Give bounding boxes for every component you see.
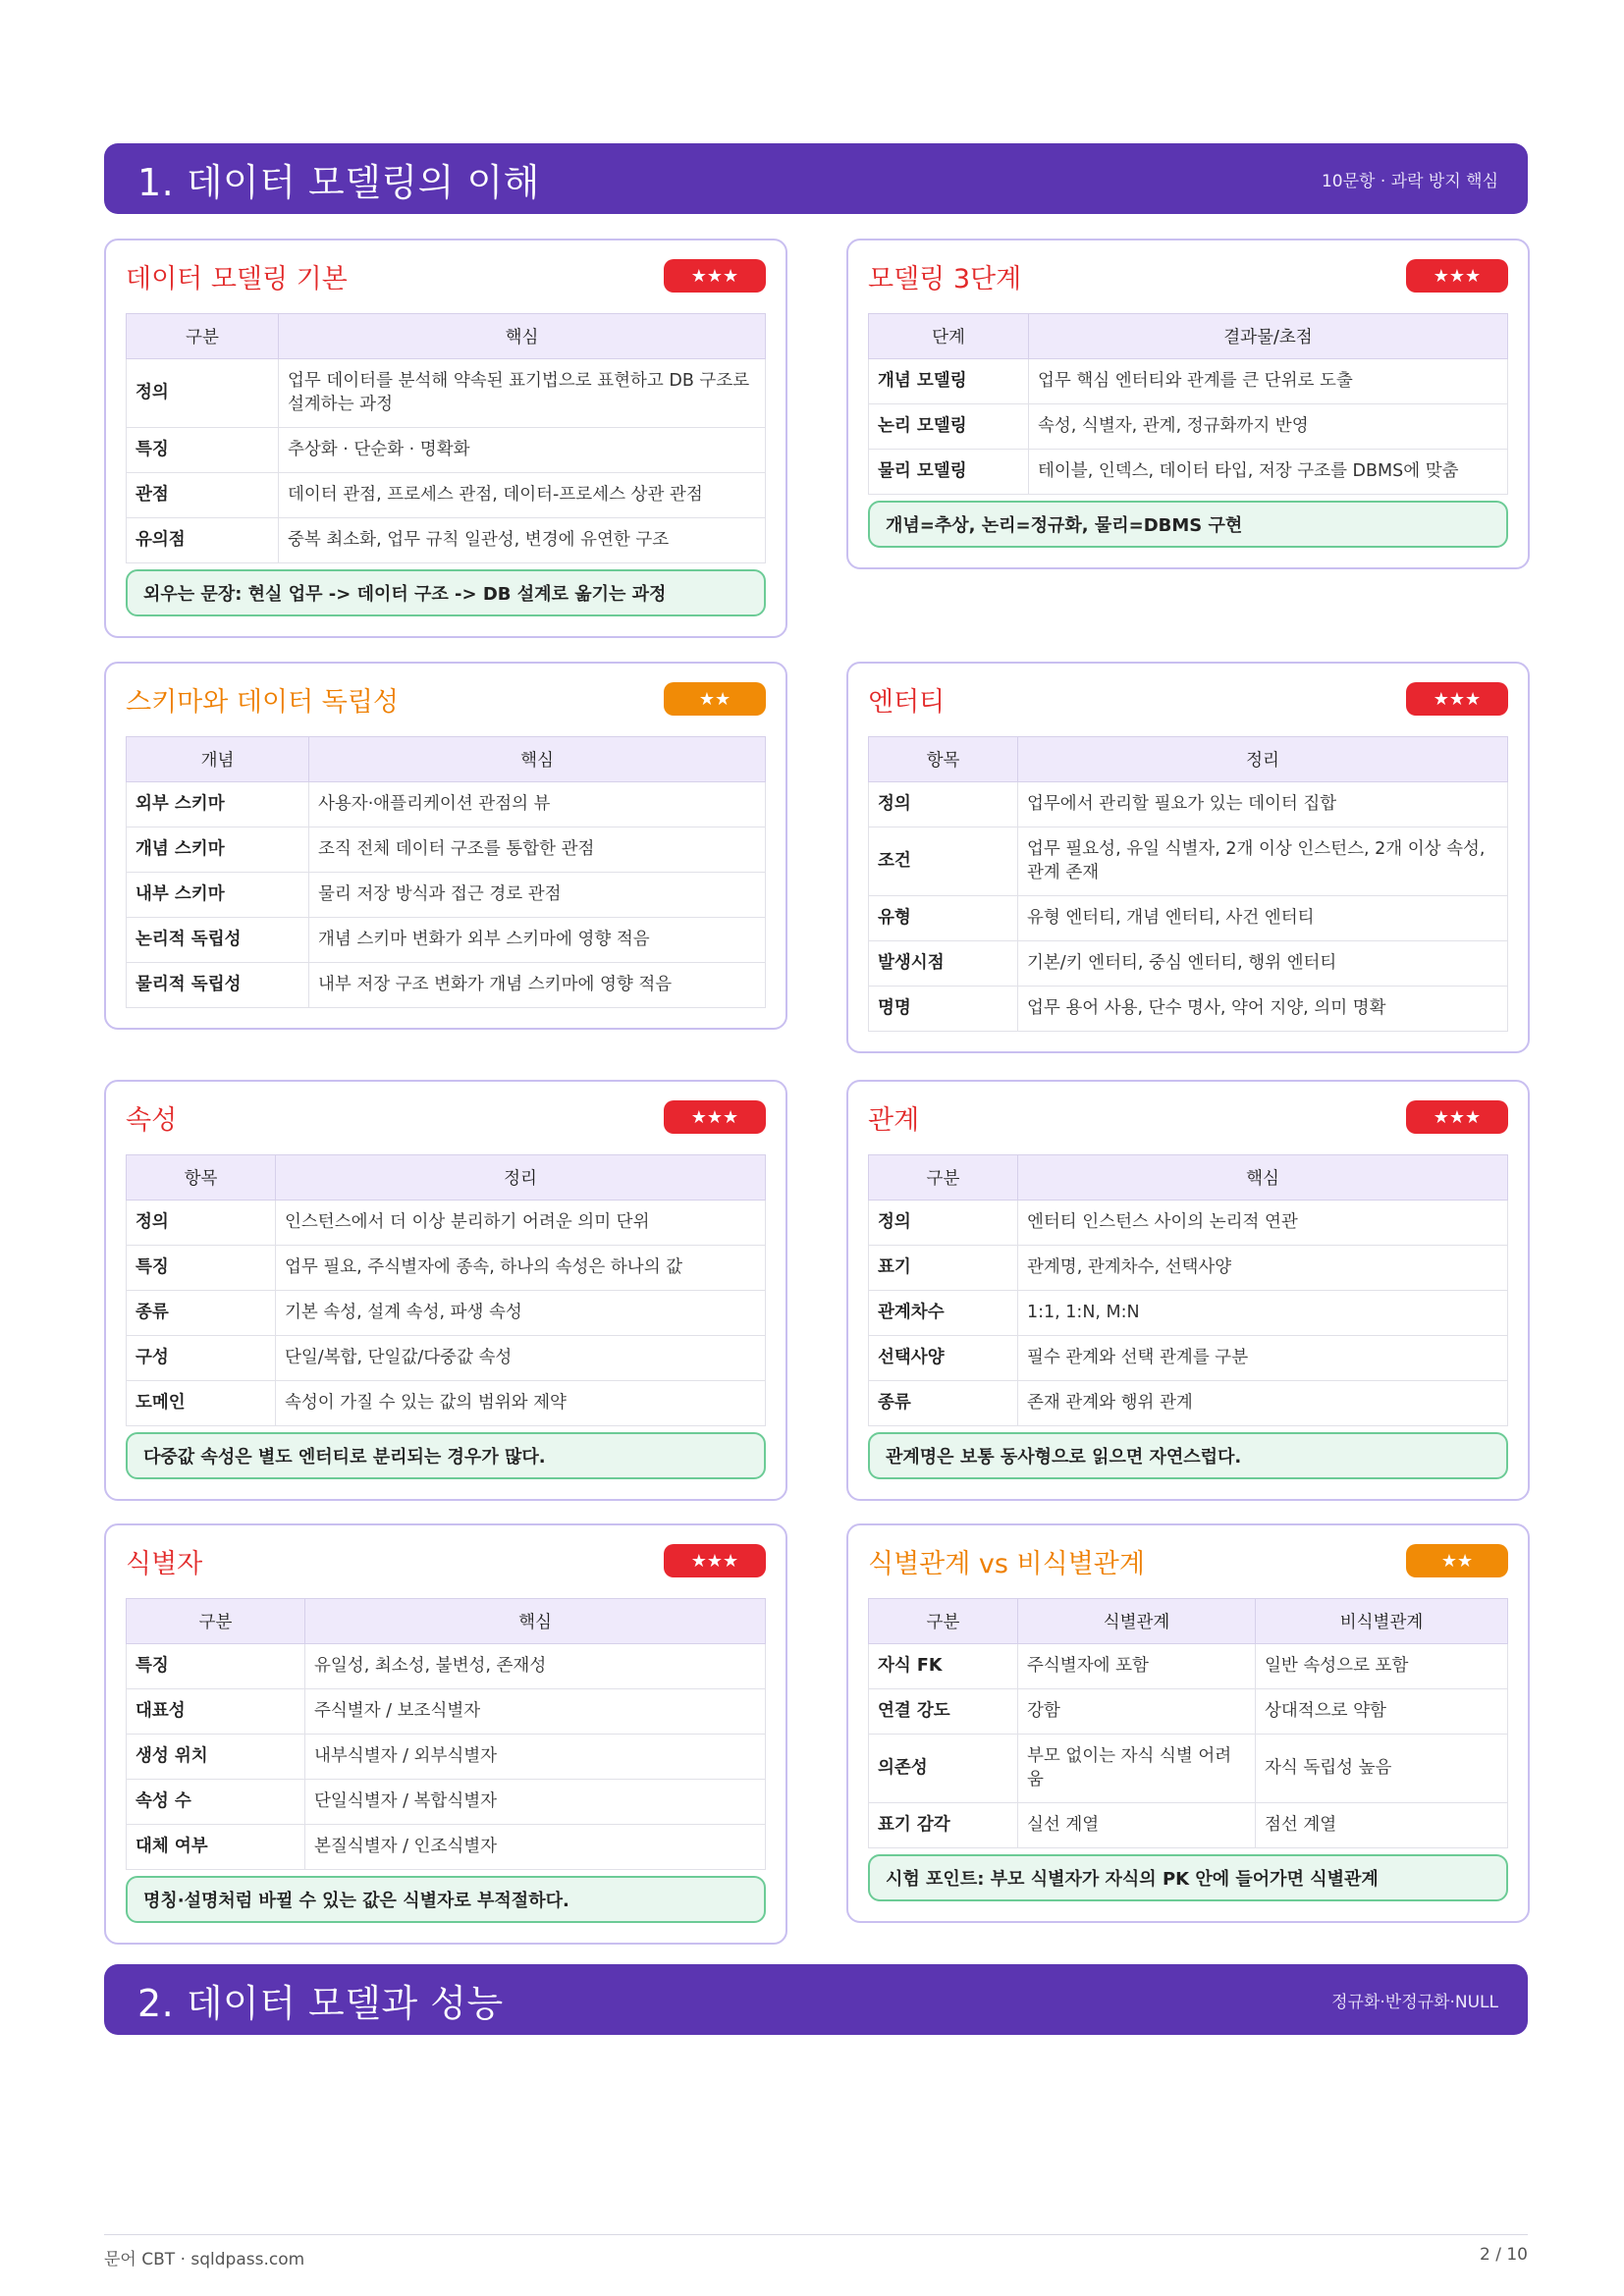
row-value: 업무 용어 사용, 단수 명사, 약어 지양, 의미 명확: [1018, 987, 1508, 1032]
card-title: 엔터티: [868, 686, 946, 718]
table-row: [869, 404, 1508, 450]
section-meta: 정규화·반정규화·NULL: [1331, 1992, 1498, 2012]
card-title: 모델링 3단계: [868, 263, 1022, 294]
row-key: 외부 스키마: [127, 782, 309, 828]
row-value: 사용자·애플리케이션 관점의 뷰: [309, 782, 766, 828]
table-row: [127, 428, 766, 473]
table-row: [127, 918, 766, 963]
summary-table: [868, 313, 1508, 495]
importance-badge: ★★: [664, 682, 766, 716]
row-value: 추상화 · 단순화 · 명확화: [279, 428, 766, 473]
table-row: [127, 518, 766, 563]
section-header: [104, 1964, 1528, 2035]
column-header: 결과물/초점: [1029, 314, 1508, 359]
row-value: 업무 필요성, 유일 식별자, 2개 이상 인스턴스, 2개 이상 속성, 관계 존재: [1018, 828, 1508, 896]
section-header: [104, 143, 1528, 214]
memo-note: 외우는 문장: 현실 업무 -> 데이터 구조 -> DB 설계로 옮기는 과정: [126, 569, 766, 616]
table-row: [127, 1689, 766, 1735]
table-row: [127, 1644, 766, 1689]
table-row: [127, 1825, 766, 1870]
card-identifier: [104, 1523, 787, 1945]
row-key: 관계차수: [869, 1291, 1018, 1336]
column-header: 구분: [869, 1599, 1018, 1644]
row-key: 명명: [869, 987, 1018, 1032]
row-key: 대표성: [127, 1689, 305, 1735]
row-key: 연결 강도: [869, 1689, 1018, 1735]
row-value: 물리 저장 방식과 접근 경로 관점: [309, 873, 766, 918]
summary-table: [126, 313, 766, 563]
footer-site: 문어 CBT · sqldpass.com: [104, 2250, 305, 2269]
row-value: 속성이 가질 수 있는 값의 범위와 제약: [276, 1381, 766, 1426]
table-row: [127, 873, 766, 918]
summary-table: [868, 736, 1508, 1032]
row-key: 특징: [127, 1246, 276, 1291]
table-row: [127, 1336, 766, 1381]
row-value: 존재 관계와 행위 관계: [1018, 1381, 1508, 1426]
row-key: 관점: [127, 473, 279, 518]
table-row: [127, 828, 766, 873]
importance-badge: ★★★: [1406, 1100, 1508, 1134]
row-value: 기본 속성, 설계 속성, 파생 속성: [276, 1291, 766, 1336]
table-row: [869, 1803, 1508, 1848]
table-row: [869, 987, 1508, 1032]
row-key: 정의: [127, 359, 279, 428]
column-header: 핵심: [309, 737, 766, 782]
section-meta: 10문항 · 과락 방지 핵심: [1321, 171, 1498, 191]
row-value: 강함: [1018, 1689, 1256, 1735]
column-header: 핵심: [279, 314, 766, 359]
column-header: 항목: [127, 1155, 276, 1201]
card-title: 관계: [868, 1104, 920, 1136]
table-row: [869, 1644, 1508, 1689]
card-identifying-relationship: [846, 1523, 1530, 1923]
table-row: [869, 1291, 1508, 1336]
row-value: 내부식별자 / 외부식별자: [305, 1735, 766, 1780]
column-header: 항목: [869, 737, 1018, 782]
row-key: 도메인: [127, 1381, 276, 1426]
importance-badge: ★★★: [664, 1544, 766, 1577]
row-value: 데이터 관점, 프로세스 관점, 데이터-프로세스 상관 관점: [279, 473, 766, 518]
table-row: [127, 782, 766, 828]
row-value: 1:1, 1:N, M:N: [1018, 1291, 1508, 1336]
column-header: 비식별관계: [1256, 1599, 1508, 1644]
row-value: 업무 필요, 주식별자에 종속, 하나의 속성은 하나의 값: [276, 1246, 766, 1291]
table-row: [869, 896, 1508, 941]
section-title: 2. 데이터 모델과 성능: [137, 1981, 504, 2025]
table-row: [869, 359, 1508, 404]
row-value: 내부 저장 구조 변화가 개념 스키마에 영향 적음: [309, 963, 766, 1008]
table-row: [127, 473, 766, 518]
memo-note: 명칭·설명처럼 바뀔 수 있는 값은 식별자로 부적절하다.: [126, 1876, 766, 1923]
row-value: 상대적으로 약함: [1256, 1689, 1508, 1735]
row-value: 점선 계열: [1256, 1803, 1508, 1848]
row-key: 유의점: [127, 518, 279, 563]
table-row: [869, 1689, 1508, 1735]
row-value: 속성, 식별자, 관계, 정규화까지 반영: [1029, 404, 1508, 450]
row-key: 정의: [869, 782, 1018, 828]
card-title: 식별자: [126, 1548, 203, 1579]
table-row: [869, 1735, 1508, 1803]
column-header: 단계: [869, 314, 1029, 359]
card-schema-independence: [104, 662, 787, 1030]
row-value: 유형 엔터티, 개념 엔터티, 사건 엔터티: [1018, 896, 1508, 941]
column-header: 개념: [127, 737, 309, 782]
row-key: 물리 모델링: [869, 450, 1029, 495]
summary-table: [126, 736, 766, 1008]
table-row: [869, 1381, 1508, 1426]
row-key: 개념 스키마: [127, 828, 309, 873]
page-number: 2 / 10: [1480, 2245, 1528, 2265]
row-key: 구성: [127, 1336, 276, 1381]
row-key: 속성 수: [127, 1780, 305, 1825]
row-key: 표기: [869, 1246, 1018, 1291]
row-key: 종류: [869, 1381, 1018, 1426]
row-key: 정의: [127, 1201, 276, 1246]
row-value: 유일성, 최소성, 불변성, 존재성: [305, 1644, 766, 1689]
column-header: 식별관계: [1018, 1599, 1256, 1644]
table-row: [127, 1381, 766, 1426]
row-key: 대체 여부: [127, 1825, 305, 1870]
row-key: 특징: [127, 1644, 305, 1689]
table-row: [869, 941, 1508, 987]
table-row: [869, 1336, 1508, 1381]
row-key: 선택사양: [869, 1336, 1018, 1381]
row-key: 유형: [869, 896, 1018, 941]
row-value: 관계명, 관계차수, 선택사양: [1018, 1246, 1508, 1291]
importance-badge: ★★★: [664, 259, 766, 293]
row-key: 종류: [127, 1291, 276, 1336]
memo-note: 개념=추상, 논리=정규화, 물리=DBMS 구현: [868, 501, 1508, 548]
column-header: 핵심: [305, 1599, 766, 1644]
row-value: 업무에서 관리할 필요가 있는 데이터 집합: [1018, 782, 1508, 828]
table-row: [127, 1291, 766, 1336]
column-header: 구분: [127, 1599, 305, 1644]
card-title: 스키마와 데이터 독립성: [126, 686, 399, 718]
column-header: 구분: [869, 1155, 1018, 1201]
table-row: [127, 1246, 766, 1291]
row-value: 업무 데이터를 분석해 약속된 표기법으로 표현하고 DB 구조로 설계하는 과정: [279, 359, 766, 428]
row-value: 업무 핵심 엔터티와 관계를 큰 단위로 도출: [1029, 359, 1508, 404]
row-key: 내부 스키마: [127, 873, 309, 918]
row-key: 조건: [869, 828, 1018, 896]
row-key: 표기 감각: [869, 1803, 1018, 1848]
row-value: 인스턴스에서 더 이상 분리하기 어려운 의미 단위: [276, 1201, 766, 1246]
card-attribute: [104, 1080, 787, 1501]
card-title: 속성: [126, 1104, 178, 1136]
card-relationship: [846, 1080, 1530, 1501]
row-value: 단일/복합, 단일값/다중값 속성: [276, 1336, 766, 1381]
summary-table: [126, 1154, 766, 1426]
memo-note: 시험 포인트: 부모 식별자가 자식의 PK 안에 들어가면 식별관계: [868, 1854, 1508, 1901]
summary-table: [868, 1154, 1508, 1426]
column-header: 핵심: [1018, 1155, 1508, 1201]
table-row: [869, 782, 1508, 828]
row-value: 개념 스키마 변화가 외부 스키마에 영향 적음: [309, 918, 766, 963]
card-title: 데이터 모델링 기본: [126, 263, 348, 294]
row-value: 필수 관계와 선택 관계를 구분: [1018, 1336, 1508, 1381]
footer-divider: [104, 2234, 1528, 2235]
row-value: 일반 속성으로 포함: [1256, 1644, 1508, 1689]
memo-note: 다중값 속성은 별도 엔터티로 분리되는 경우가 많다.: [126, 1432, 766, 1479]
column-header: 정리: [1018, 737, 1508, 782]
row-key: 정의: [869, 1201, 1018, 1246]
importance-badge: ★★: [1406, 1544, 1508, 1577]
row-key: 발생시점: [869, 941, 1018, 987]
row-key: 물리적 독립성: [127, 963, 309, 1008]
table-row: [869, 450, 1508, 495]
card-modeling-stages: [846, 239, 1530, 569]
table-row: [127, 1780, 766, 1825]
row-value: 단일식별자 / 복합식별자: [305, 1780, 766, 1825]
card-title: 식별관계 vs 비식별관계: [868, 1548, 1145, 1579]
card-modeling-basic: [104, 239, 787, 638]
summary-table: [868, 1598, 1508, 1848]
table-row: [127, 1735, 766, 1780]
table-row: [869, 1201, 1508, 1246]
row-key: 자식 FK: [869, 1644, 1018, 1689]
table-row: [869, 1246, 1508, 1291]
summary-table: [126, 1598, 766, 1870]
importance-badge: ★★★: [1406, 259, 1508, 293]
column-header: 구분: [127, 314, 279, 359]
column-header: 정리: [276, 1155, 766, 1201]
row-value: 주식별자 / 보조식별자: [305, 1689, 766, 1735]
row-value: 자식 독립성 높음: [1256, 1735, 1508, 1803]
row-key: 의존성: [869, 1735, 1018, 1803]
section-title: 1. 데이터 모델링의 이해: [137, 160, 540, 204]
row-value: 조직 전체 데이터 구조를 통합한 관점: [309, 828, 766, 873]
row-key: 개념 모델링: [869, 359, 1029, 404]
row-value: 본질식별자 / 인조식별자: [305, 1825, 766, 1870]
row-value: 엔터티 인스턴스 사이의 논리적 연관: [1018, 1201, 1508, 1246]
table-row: [127, 359, 766, 428]
row-value: 기본/키 엔터티, 중심 엔터티, 행위 엔터티: [1018, 941, 1508, 987]
row-value: 테이블, 인덱스, 데이터 타입, 저장 구조를 DBMS에 맞춤: [1029, 450, 1508, 495]
row-value: 부모 없이는 자식 식별 어려움: [1018, 1735, 1256, 1803]
table-row: [127, 1201, 766, 1246]
row-value: 중복 최소화, 업무 규칙 일관성, 변경에 유연한 구조: [279, 518, 766, 563]
row-value: 주식별자에 포함: [1018, 1644, 1256, 1689]
importance-badge: ★★★: [664, 1100, 766, 1134]
row-value: 실선 계열: [1018, 1803, 1256, 1848]
table-row: [127, 963, 766, 1008]
row-key: 논리 모델링: [869, 404, 1029, 450]
card-entity: [846, 662, 1530, 1053]
importance-badge: ★★★: [1406, 682, 1508, 716]
row-key: 생성 위치: [127, 1735, 305, 1780]
memo-note: 관계명은 보통 동사형으로 읽으면 자연스럽다.: [868, 1432, 1508, 1479]
table-row: [869, 828, 1508, 896]
row-key: 특징: [127, 428, 279, 473]
row-key: 논리적 독립성: [127, 918, 309, 963]
